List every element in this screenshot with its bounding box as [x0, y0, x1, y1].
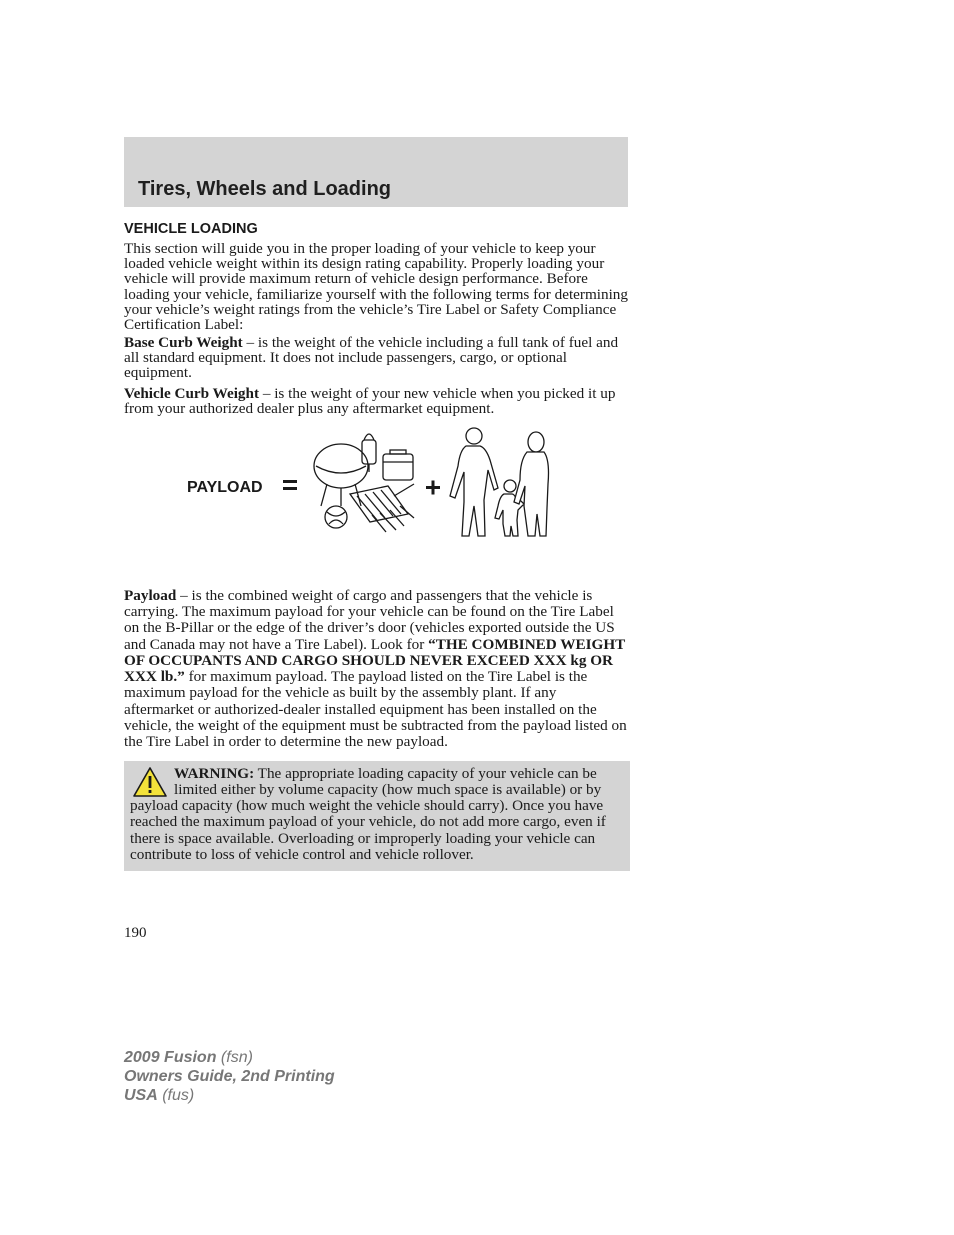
base-curb-weight-term: Base Curb Weight — [124, 334, 243, 352]
footer-line-market — [124, 1086, 335, 1105]
payload-illustration — [124, 420, 630, 588]
vehicle-curb-weight-definition — [124, 386, 630, 416]
payload-label-quote: “THE COMBINED WEIGHT OF OCCUPANTS AND CARGO SHOULD NEVER EXCEED XXX kg OR XXX lb.” — [124, 635, 626, 686]
base-curb-weight-text: – is the weight of the vehicle including a full tank of fuel and all standard equipment. It does not include passengers, cargo, or optional equipment. — [124, 334, 619, 382]
page-title: Tires, Wheels and Loading — [138, 178, 392, 200]
payload-text-part1: – is the combined weight of cargo and passengers that the vehicle is carrying. The maximum payload for your vehicle can be found on the Tire Label on the B-Pillar or the edge of the driver’s door (vehicles exported outside the US and Canada may not have a Tire Label). Look for — [124, 586, 615, 653]
warning-label: WARNING: — [174, 764, 255, 782]
payload-term: Payload — [124, 586, 177, 604]
content-column — [124, 221, 630, 871]
vehicle-curb-weight-text: – is the weight of your new vehicle when you picked it up from your authorized dealer plus any aftermarket equipment. — [124, 385, 616, 418]
payload-label: PAYLOAD — [187, 478, 263, 496]
vehicle-curb-weight-term: Vehicle Curb Weight — [124, 385, 260, 403]
base-curb-weight-definition — [124, 335, 630, 380]
payload-figure — [124, 420, 630, 588]
plus-sign — [426, 480, 440, 494]
warning-box — [124, 761, 630, 872]
warning-text — [130, 766, 623, 864]
warning-triangle-icon — [132, 766, 168, 798]
cargo-items-icon — [314, 434, 414, 532]
document-footer — [124, 1048, 335, 1105]
footer-model: 2009 Fusion — [124, 1049, 217, 1066]
footer-market-code: (fus) — [157, 1087, 195, 1104]
section-heading: VEHICLE LOADING — [124, 221, 258, 237]
warning-body: The appropriate loading capacity of your vehicle can be limited either by volume capacity (how much space is available) or by payload capacity (how much weight the vehicle should carry). Once you have reached the maximum payload of your vehicle, do not add more cargo, even if there is space available. Overloading or improperly loading your vehicle can contribute to loss of vehicle control and vehicle rollover. — [130, 764, 606, 864]
payload-definition — [124, 588, 630, 751]
payload-text-part2: for maximum payload. The payload listed on the Tire Label is the maximum payload for the vehicle as built by the assembly plant. If any aftermarket or authorized-dealer installed equipment has been installed on the vehicle, the weight of the equipment must be subtracted from the payload listed on the Tire Label in order to determine the new payload. — [124, 668, 627, 751]
header-band — [124, 137, 628, 207]
footer-line-guide: Owners Guide, 2nd Printing — [124, 1068, 335, 1085]
passengers-family-icon — [450, 428, 549, 536]
page-number: 190 — [124, 925, 147, 941]
equals-sign — [283, 480, 297, 490]
intro-paragraph: This section will guide you in the proper loading of your vehicle to keep your loaded vehicle weight within its design rating capability. Properly loading your vehicle will provide maximum return of vehicle design performance. Before loading your vehicle, familiarize yourself with the following terms for determining your vehicle’s weight ratings from the vehicle’s Tire Label or Safety Compliance Certification Label: — [124, 240, 628, 334]
footer-line-model — [124, 1048, 335, 1067]
footer-model-code: (fsn) — [216, 1049, 253, 1066]
footer-market: USA — [124, 1087, 158, 1104]
